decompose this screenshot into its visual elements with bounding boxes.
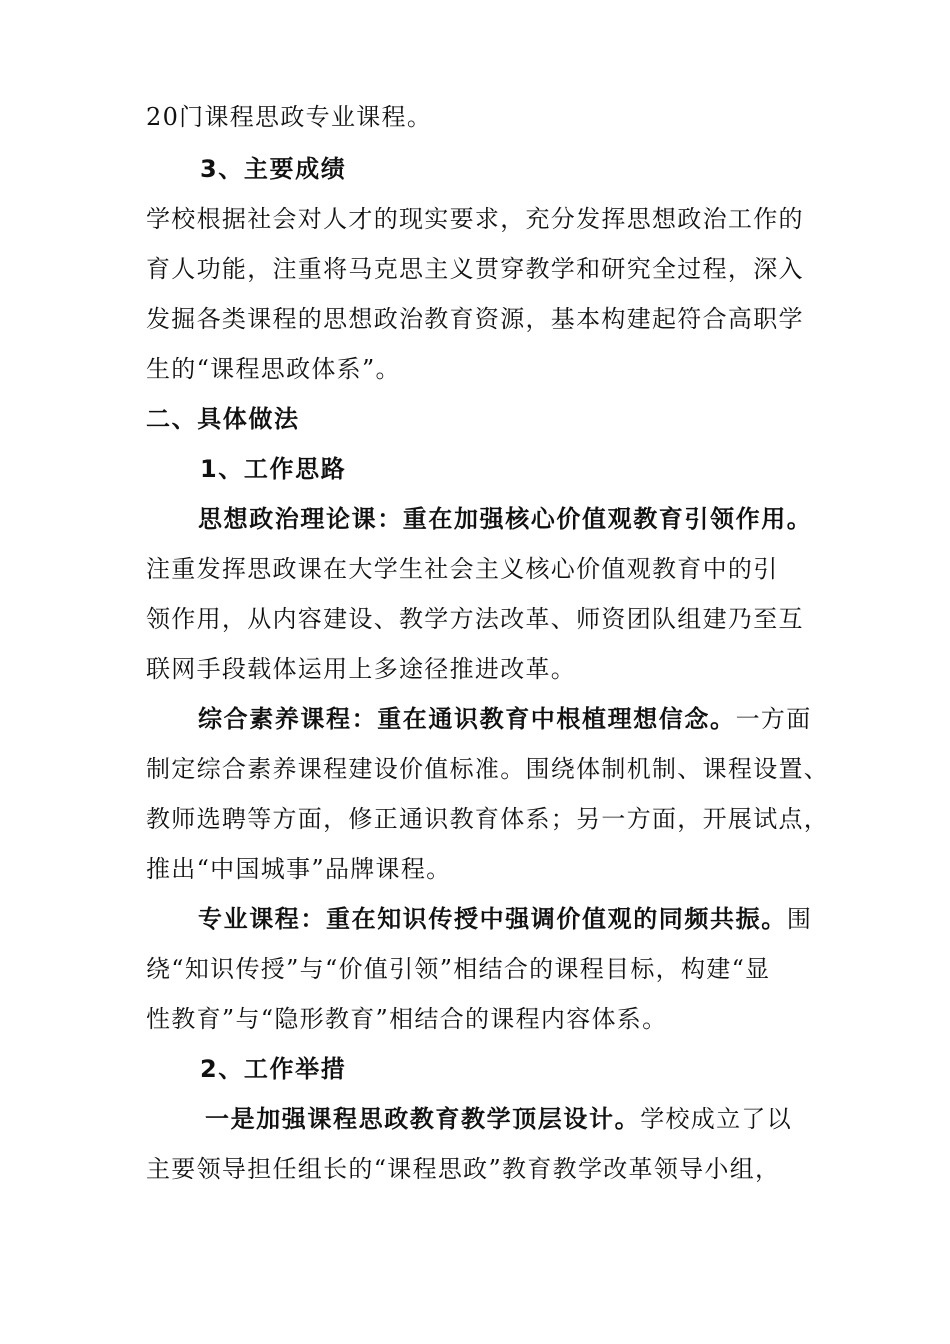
text-line: 推出“中国城事”品牌课程。	[146, 855, 452, 883]
text-line: 20门课程思政专业课程。	[146, 103, 433, 131]
text-line: 联网手段载体运用上多途径推进改革。	[146, 655, 577, 683]
text-line: 一是加强课程思政教育教学顶层设计。学校成立了以	[205, 1105, 793, 1133]
text-line: 领作用，从内容建设、教学方法改革、师资团队组建乃至互	[146, 605, 804, 633]
text-line: 生的“课程思政体系”。	[146, 355, 401, 383]
text-line: 专业课程：重在知识传授中强调价值观的同频共振。围	[198, 905, 813, 933]
text-line: 注重发挥思政课在大学生社会主义核心价值观教育中的引	[146, 555, 779, 583]
text-line: 发掘各类课程的思想政治教育资源，基本构建起符合高职学	[146, 305, 804, 333]
text-line: 综合素养课程：重在通识教育中根植理想信念。一方面	[198, 705, 812, 733]
section-heading: 2、工作举措	[200, 1055, 347, 1083]
text-line: 绕“知识传授”与“价值引领”相结合的课程目标，构建“显	[146, 955, 771, 983]
text-line: 制定综合素养课程建设价值标准。围绕体制机制、课程设置、	[146, 755, 830, 783]
text-line: 教师选聘等方面，修正通识教育体系；另一方面，开展试点，	[146, 805, 830, 833]
text-line: 思想政治理论课：重在加强核心价值观教育引领作用。	[198, 505, 813, 533]
section-heading: 二、具体做法	[146, 405, 300, 433]
text-line: 性教育”与“隐形教育”相结合的课程内容体系。	[146, 1005, 668, 1033]
text-line: 主要领导担任组长的“课程思政”教育教学改革领导小组，	[146, 1155, 781, 1183]
text-line: 学校根据社会对人才的现实要求，充分发挥思想政治工作的	[146, 205, 804, 233]
section-heading: 3、主要成绩	[200, 155, 347, 183]
section-heading: 1、工作思路	[200, 455, 347, 483]
text-line: 育人功能，注重将马克思主义贯穿教学和研究全过程，深入	[146, 255, 804, 283]
